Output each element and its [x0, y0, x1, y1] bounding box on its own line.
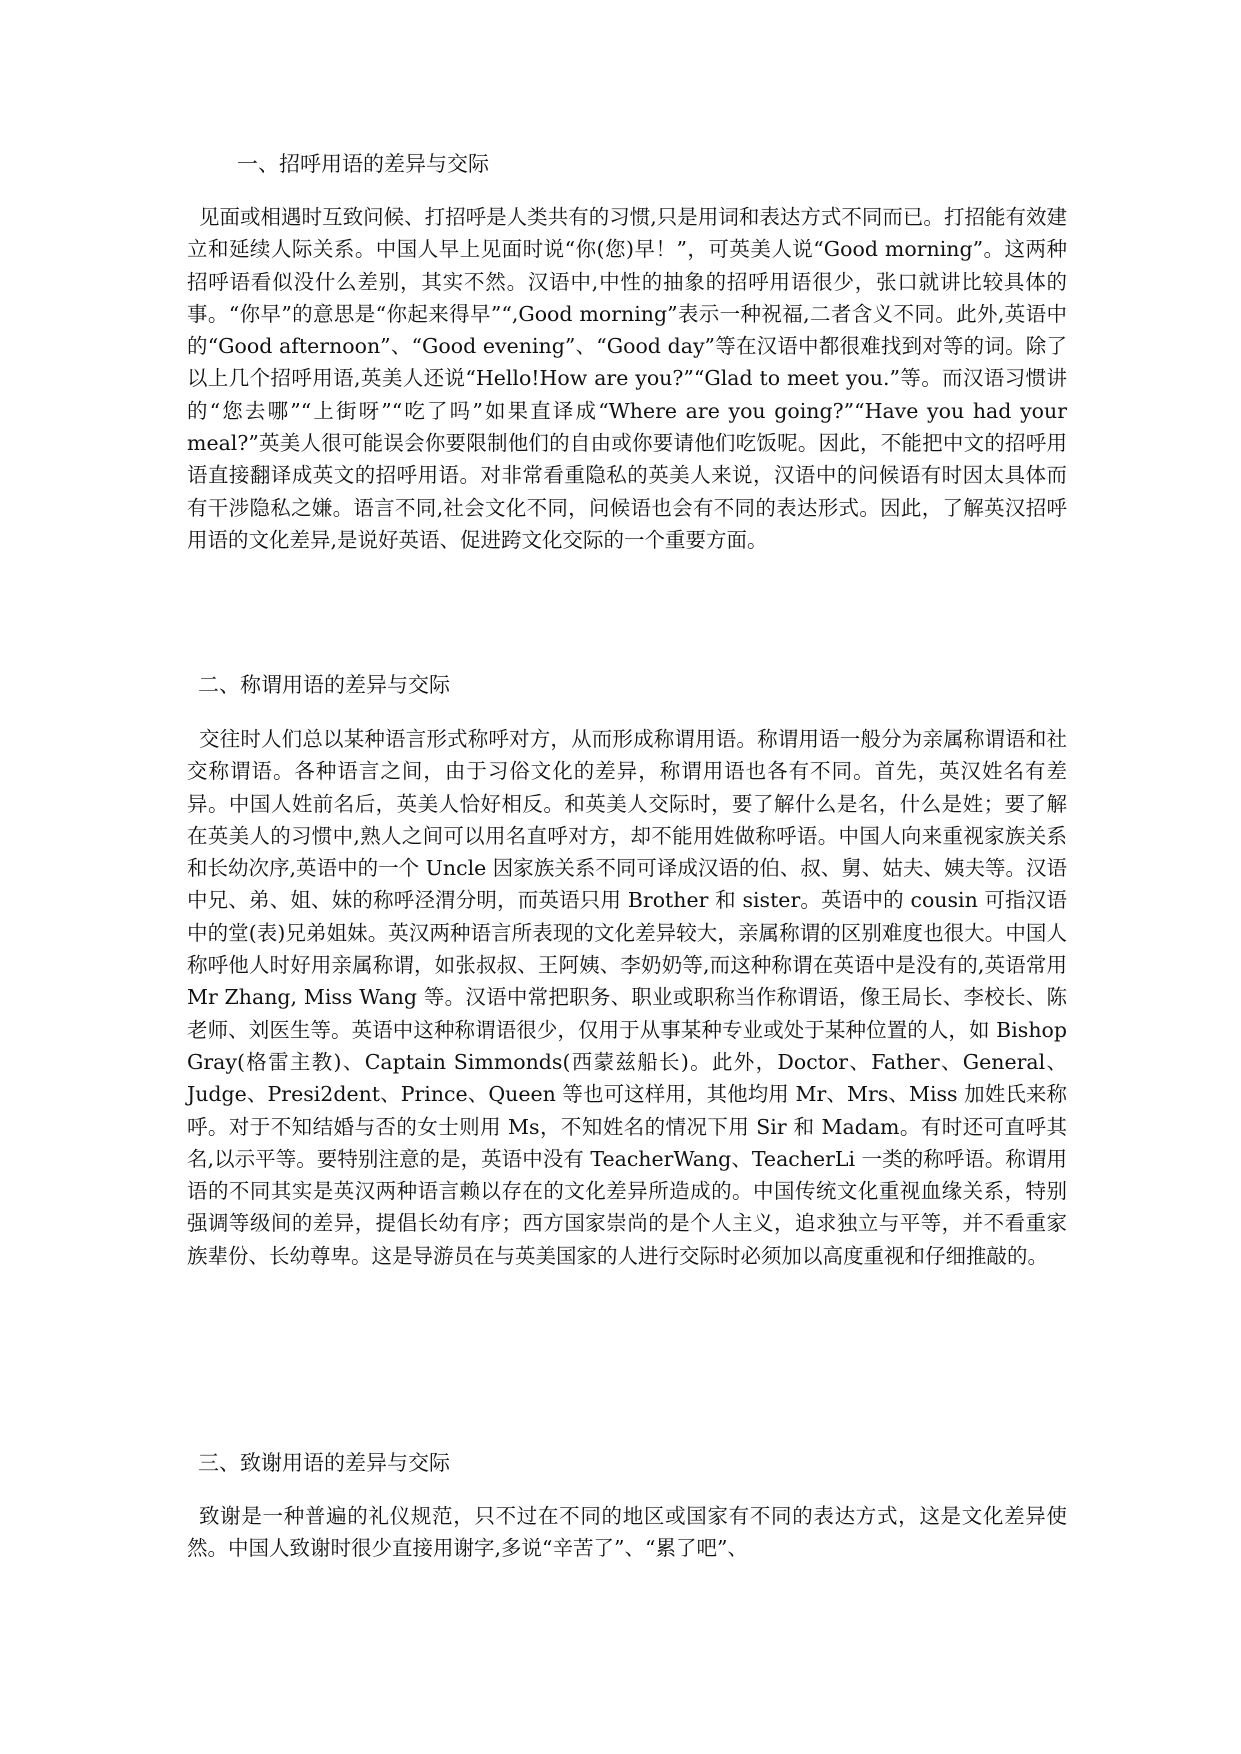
section-3-paragraph: 致谢是一种普遍的礼仪规范，只不过在不同的地区或国家有不同的表达方式，这是文化差异使然。中国人致谢时很少直接用谢字,多说“辛苦了”、“累了吧”、 [187, 1504, 1067, 1561]
section-1-heading: 一、招呼用语的差异与交际 [237, 152, 489, 176]
section-3-heading: 三、致谢用语的差异与交际 [198, 1451, 450, 1475]
section-1-paragraph: 见面或相遇时互致问候、打招呼是人类共有的习惯,只是用词和表达方式不同而已。打招能有效建立和延续人际关系。中国人早上见面时说“你(您)早！”，可英美人说“Good morning”。这两种招呼语看似没什么差别，其实不然。汉语中,中性的抽象的招呼用语很少，张口就讲比较具体的事。“你早”的意思是“你起来得早”“,Good morning”表示一种祝福,二者含义不同。此外,英语中的“Good afternoon”、“Good evening”、“Good day”等在汉语中都很难找到对等的词。除了以上几个招呼用语,英美人还说“Hello!How are you?”“Glad to meet you.”等。而汉语习惯讲的“您去哪”“上街呀”“吃了吗”如果直译成“Where are you going?”“Have you had your meal?”英美人很可能误会你要限制他们的自由或你要请他们吃饭呢。因此，不能把中文的招呼用语直接翻译成英文的招呼用语。对非常看重隐私的英美人来说，汉语中的问候语有时因太具体而有干涉隐私之嫌。语言不同,社会文化不同，问候语也会有不同的表达形式。因此，了解英汉招呼用语的文化差异,是说好英语、促进跨文化交际的一个重要方面。 [187, 205, 1067, 552]
section-2-heading: 二、称谓用语的差异与交际 [198, 673, 450, 697]
section-2-paragraph: 交往时人们总以某种语言形式称呼对方，从而形成称谓用语。称谓用语一般分为亲属称谓语和社交称谓语。各种语言之间，由于习俗文化的差异，称谓用语也各有不同。首先，英汉姓名有差异。中国人姓前名后，英美人恰好相反。和英美人交际时，要了解什么是名，什么是姓；要了解在英美人的习惯中,熟人之间可以用名直呼对方，却不能用姓做称呼语。中国人向来重视家族关系和长幼次序,英语中的一个 Uncle 因家族关系不同可译成汉语的伯、叔、舅、姑夫、姨夫等。汉语中兄、弟、姐、妹的称呼泾渭分明，而英语只用 Brother 和 sister。英语中的 cousin 可指汉语中的堂(表)兄弟姐妹。英汉两种语言所表现的文化差异较大，亲属称谓的区别难度也很大。中国人称呼他人时好用亲属称谓，如张叔叔、王阿姨、李奶奶等,而这种称谓在英语中是没有的,英语常用 Mr Zhang, Miss Wang 等。汉语中常把职务、职业或职称当作称谓语，像王局长、李校长、陈老师、刘医生等。英语中这种称谓语很少，仅用于从事某种专业或处于某种位置的人，如 Bishop Gray(格雷主教)、Captain Simmonds(西蒙兹船长)。此外，Doctor、Father、General、Judge、Presi2dent、Prince、Queen 等也可这样用，其他均用 Mr、Mrs、Miss 加姓氏来称呼。对于不知结婚与否的女士则用 Ms，不知姓名的情况下用 Sir 和 Madam。有时还可直呼其名,以示平等。要特别注意的是，英语中没有 TeacherWang、TeacherLi 一类的称呼语。称谓用语的不同其实是英汉两种语言赖以存在的文化差异所造成的。中国传统文化重视血缘关系，特别强调等级间的差异，提倡长幼有序；西方国家崇尚的是个人主义，追求独立与平等，并不看重家族辈份、长幼尊卑。这是导游员在与英美国家的人进行交际时必须加以高度重视和仔细推敲的。 [187, 727, 1067, 1268]
